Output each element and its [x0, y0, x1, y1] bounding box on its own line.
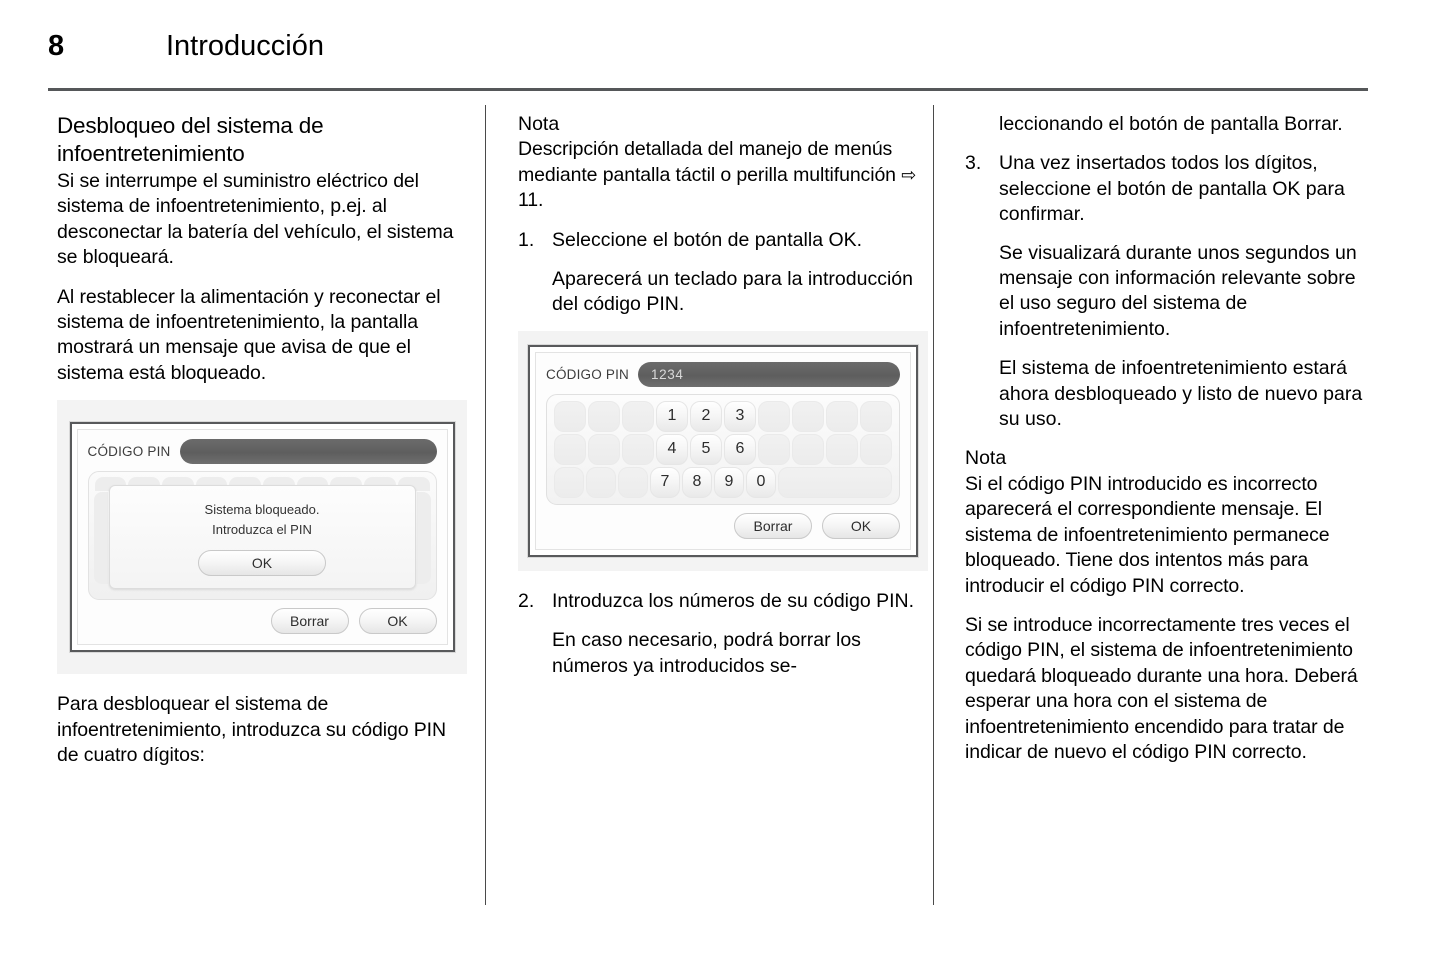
keypad-key[interactable] — [622, 434, 654, 465]
keypad-key-4[interactable]: 4 — [656, 434, 688, 465]
column-two — [518, 112, 928, 692]
step-text: Introduzca los números de su código PIN. — [552, 589, 915, 612]
paragraph-continuation: leccionando el botón de pantalla Borrar. — [999, 113, 1343, 135]
section-heading: Desbloqueo del sistema de infoentretenimiento — [57, 113, 324, 166]
clear-button[interactable]: Borrar — [271, 608, 349, 634]
keypad-key[interactable] — [792, 401, 824, 432]
dialog-ok-button[interactable]: OK — [198, 550, 326, 576]
step-list — [518, 228, 928, 318]
header-rule — [48, 88, 1368, 91]
keypad-key-0[interactable]: 0 — [746, 467, 776, 498]
step-3-subtext-1: Se visualizará durante unos segundos un mensaje con información relevante sobre el uso seguro del sistema de infoentretenimiento. — [999, 241, 1357, 340]
keypad-key[interactable] — [758, 401, 790, 432]
numeric-keypad — [546, 394, 900, 505]
keypad-row-1 — [554, 401, 892, 432]
step-number: 3. — [965, 152, 982, 175]
step-list-final — [965, 151, 1375, 227]
dialog-message-line-1: Sistema bloqueado. — [204, 502, 320, 518]
step-number: 1. — [518, 228, 535, 251]
infotainment-screen — [77, 429, 448, 645]
ok-button[interactable]: OK — [359, 608, 437, 634]
note-label: Nota — [518, 113, 560, 135]
column-divider-1 — [485, 105, 486, 905]
step-item-2 — [518, 589, 928, 679]
figure-pin-keypad — [518, 331, 928, 571]
step-list-continued — [518, 589, 928, 679]
note-text — [518, 137, 928, 213]
infotainment-screen-frame — [70, 422, 455, 652]
keypad-key[interactable] — [826, 401, 858, 432]
column-one — [57, 112, 467, 782]
keypad-key[interactable] — [792, 434, 824, 465]
keypad-key[interactable] — [622, 401, 654, 432]
keypad-key-space[interactable] — [778, 467, 892, 498]
keypad-key[interactable] — [554, 434, 586, 465]
infotainment-keypad-frame — [528, 345, 918, 557]
paragraph-three-attempts: Si se introduce incorrectamente tres veces el código PIN, el sistema de infoentretenimiento quedará bloqueado durante una hora. Deberá esperar una hora con el sistema de infoentretenimiento encendido para tratar de indicar de nuevo el código PIN correcto. — [965, 613, 1358, 763]
keypad-key-7[interactable]: 7 — [650, 467, 680, 498]
paragraph-power-interruption: Si se interrumpe el suministro eléctrico del sistema de infoentretenimiento, p.ej. al desconectar la batería del vehículo, el sistema se bloqueará. — [57, 170, 454, 269]
pin-input-value: 1234 — [651, 366, 684, 382]
step-item-1 — [518, 228, 928, 318]
keypad-key-6[interactable]: 6 — [724, 434, 756, 465]
cross-reference-arrow-icon: ⇨ — [901, 164, 917, 186]
keypad-key[interactable] — [554, 401, 586, 432]
note-text-body: Descripción detallada del manejo de menús mediante pantalla táctil o perilla multifunción — [518, 138, 896, 186]
screen-button-row — [546, 513, 900, 539]
keypad-key-9[interactable]: 9 — [714, 467, 744, 498]
step-subtext: En caso necesario, podrá borrar los números ya introducidos se- — [552, 629, 861, 677]
system-locked-dialog — [109, 485, 416, 589]
step-3-subtext-2: El sistema de infoentretenimiento estará ahora desbloqueado y listo de nuevo para su uso. — [999, 357, 1363, 431]
paragraph-unlock-instruction: Para desbloquear el sistema de infoentretenimiento, introduzca su código PIN de cuatro dígitos: — [57, 693, 446, 767]
keypad-key[interactable] — [826, 434, 858, 465]
pin-entry-row — [88, 439, 437, 464]
keypad-key-3[interactable]: 3 — [724, 401, 756, 432]
clear-button[interactable]: Borrar — [734, 513, 812, 539]
keypad-key[interactable] — [860, 401, 892, 432]
pin-code-label: CÓDIGO PIN — [546, 366, 630, 382]
pin-entry-row — [546, 362, 900, 387]
keypad-key[interactable] — [588, 401, 620, 432]
step-text: Una vez insertados todos los dígitos, seleccione el botón de pantalla OK para confirmar. — [999, 152, 1345, 226]
screen-button-row — [88, 608, 437, 634]
keypad-key-2[interactable]: 2 — [690, 401, 722, 432]
pin-input-field[interactable] — [180, 439, 437, 464]
keypad-key[interactable] — [860, 434, 892, 465]
column-three — [965, 112, 1375, 779]
ok-button[interactable]: OK — [822, 513, 900, 539]
dialog-message-line-2: Introduzca el PIN — [212, 522, 312, 538]
paragraph-restore-power: Al restablecer la alimentación y reconectar el sistema de infoentretenimiento, la pantalla mostrará un mensaje que avisa de que el sistema está bloqueado. — [57, 285, 441, 384]
pin-input-field[interactable] — [638, 362, 900, 387]
step-item-3 — [965, 151, 1375, 227]
keypad-ghost-side-left — [94, 492, 108, 584]
keypad-row-3 — [554, 467, 892, 498]
column-divider-2 — [933, 105, 934, 905]
keypad-row-2 — [554, 434, 892, 465]
step-number: 2. — [518, 589, 535, 612]
note-reference: 11. — [518, 189, 544, 212]
keypad-ghost-side-right — [417, 492, 431, 584]
keypad-key[interactable] — [588, 434, 620, 465]
infotainment-keypad-screen — [535, 352, 911, 550]
figure-locked-dialog — [57, 400, 467, 674]
keypad-key[interactable] — [618, 467, 648, 498]
pin-code-label: CÓDIGO PIN — [87, 444, 171, 460]
keypad-key-1[interactable]: 1 — [656, 401, 688, 432]
keypad-key-8[interactable]: 8 — [682, 467, 712, 498]
keypad-key[interactable] — [554, 467, 584, 498]
page-number: 8 — [48, 29, 65, 62]
keypad-behind-dialog — [88, 471, 437, 600]
keypad-key[interactable] — [586, 467, 616, 498]
note-label: Nota — [965, 447, 1007, 470]
page-header — [48, 22, 1368, 70]
keypad-key[interactable] — [758, 434, 790, 465]
step-text: Seleccione el botón de pantalla OK. — [552, 228, 863, 251]
step-subtext: Aparecerá un teclado para la introducción del código PIN. — [552, 268, 913, 316]
keypad-key-5[interactable]: 5 — [690, 434, 722, 465]
modal-overlay — [88, 471, 437, 634]
note-text-incorrect-pin: Si el código PIN introducido es incorrecto aparecerá el correspondiente mensaje. El sistema de infoentretenimiento permanece bloqueado. Tiene dos intentos más para introducir el código PIN correcto. — [965, 472, 1330, 597]
page-title: Introducción — [166, 29, 324, 62]
